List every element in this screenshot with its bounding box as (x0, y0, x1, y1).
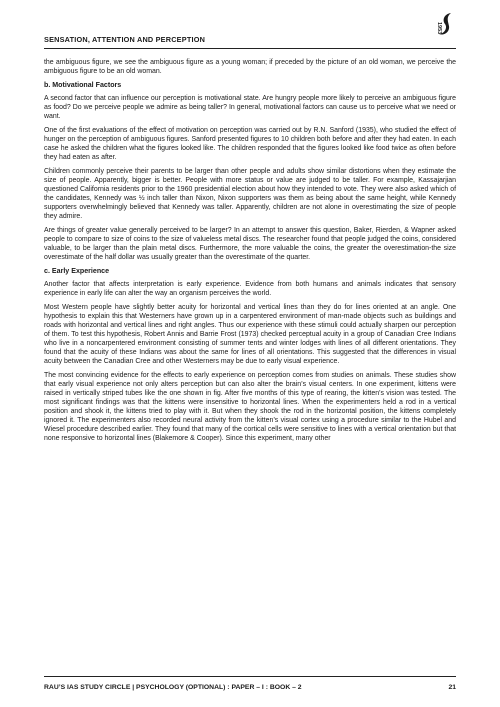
paragraph: Are things of greater value generally perceived to be larger? In an attempt to answer this question, Baker, Rierden, & Wapner asked people to compare to size of coins to the size of valueless metal discs. The researcher found that people judged the coins, considered valuable, to be larger than the plain metal discs. Furthermore, the more valuable the coins, the greater the overestimation-the size overestimate of the half dollar was usually greater than the overestimate of the quarter. (44, 227, 456, 261)
page-number: 21 (448, 684, 456, 691)
paragraph: Most Western people have slightly better acuity for horizontal and vertical lines than they do for lines oriented at an angle. One hypothesis to explain this that Westerners have grown up in a carpentered environment of man-made objects such as buildings and roads with horizontal and vertical lines and right angles. Thus our experience with these stimuli could actually sharpen our perception of them. To test this hypothesis, Robert Annis and Barrie Frost (1973) checked perceptual acuity in a group of Canadian Cree Indians who live in a noncarpentered environment consisting of summer tents and winter lodges with lines of all different orientations. They found that the acuity of these Indians was about the same for lines of all orientations. This suggested that the differences in visual acuity between the Canadian Cree and other Westerners may be due to early visual experience. (44, 304, 456, 365)
section-heading-early-experience: c. Early Experience (44, 267, 110, 275)
page-body (44, 58, 456, 448)
logo-icon (434, 12, 456, 48)
page-header (44, 14, 456, 49)
section-heading-motivational-factors: b. Motivational Factors (44, 81, 122, 89)
page-footer (44, 676, 456, 699)
paragraph: One of the first evaluations of the effect of motivation on perception was carried out by R.N. Sanford (1935), who studied the effect of hunger on the perception of ambiguous figures. Sanford presented figures to 10 children both before and after they had eaten. In each case he asked the children what the figures looked like. The children responded that the figures looked like food twice as often before they had eaten as after. (44, 127, 456, 161)
running-title: SENSATION, ATTENTION AND PERCEPTION (44, 35, 206, 44)
paragraph: A second factor that can influence our perception is motivational state. Are hungry people more likely to perceive an ambiguous figure as food? Do we perceive people we admire as being taller? In general, motivational factors can cause us to perceive what we need or want. (44, 95, 456, 120)
logo-text: 1953 (436, 22, 442, 35)
paragraph: Another factor that affects interpretation is early experience. Evidence from both humans and animals indicates that sensory experience in early life can alter the way an organism perceives the world. (44, 281, 456, 297)
footer-text: RAU’S IAS STUDY CIRCLE | PSYCHOLOGY (OPTIONAL) : PAPER – I : BOOK – 2 (44, 684, 302, 691)
paragraph: The most convincing evidence for the effects to early experience on perception comes from studies on animals. These studies show that early visual experience not only alters perception but can also alter the brain’s visual centers. In one experiment, kittens were raised in vertically striped tubes like the one shown in fig. After five months of this type of rearing, the kitten’s vision was tested. The most significant findings was that the kittens were insensitive to horizontal lines. When the experimenters held a rod in a vertical position and shook it, the kittens tried to play with it. But when they shook the rod in the horizontal position, the kittens completely ignored it. The experimenters also recorded neural activity from the kitten’s visual cortex using a procedure similar to the Hubel and Wiesel procedure described earlier. They found that many of the cortical cells were sensitive to lines with a vertical orientation but that none responsive to horizontal lines (Blakemore & Cooper). Since this experiment, many other (44, 372, 456, 442)
paragraph: the ambiguous figure, we see the ambiguous figure as a young woman; if preceded by the picture of an old woman, we perceive the ambiguous figure to be an old woman. (44, 59, 456, 75)
paragraph: Children commonly perceive their parents to be larger than other people and adults show similar distortions when they estimate the size of people. Apparently, bigger is better. People with more status or value are judged to be taller. For example, Kassajarjian questioned California residents prior to the 1960 presidential election about how they intended to vote. They were also asked which of the candidates, Kennedy was ½ inch taller than Nixon, Nixon supporters was them as being about the same height, while Kennedy supporters overwhelmingly believed that Kennedy was taller. Apparently, children are not alone in overestimating the size of people they admire. (44, 168, 456, 220)
